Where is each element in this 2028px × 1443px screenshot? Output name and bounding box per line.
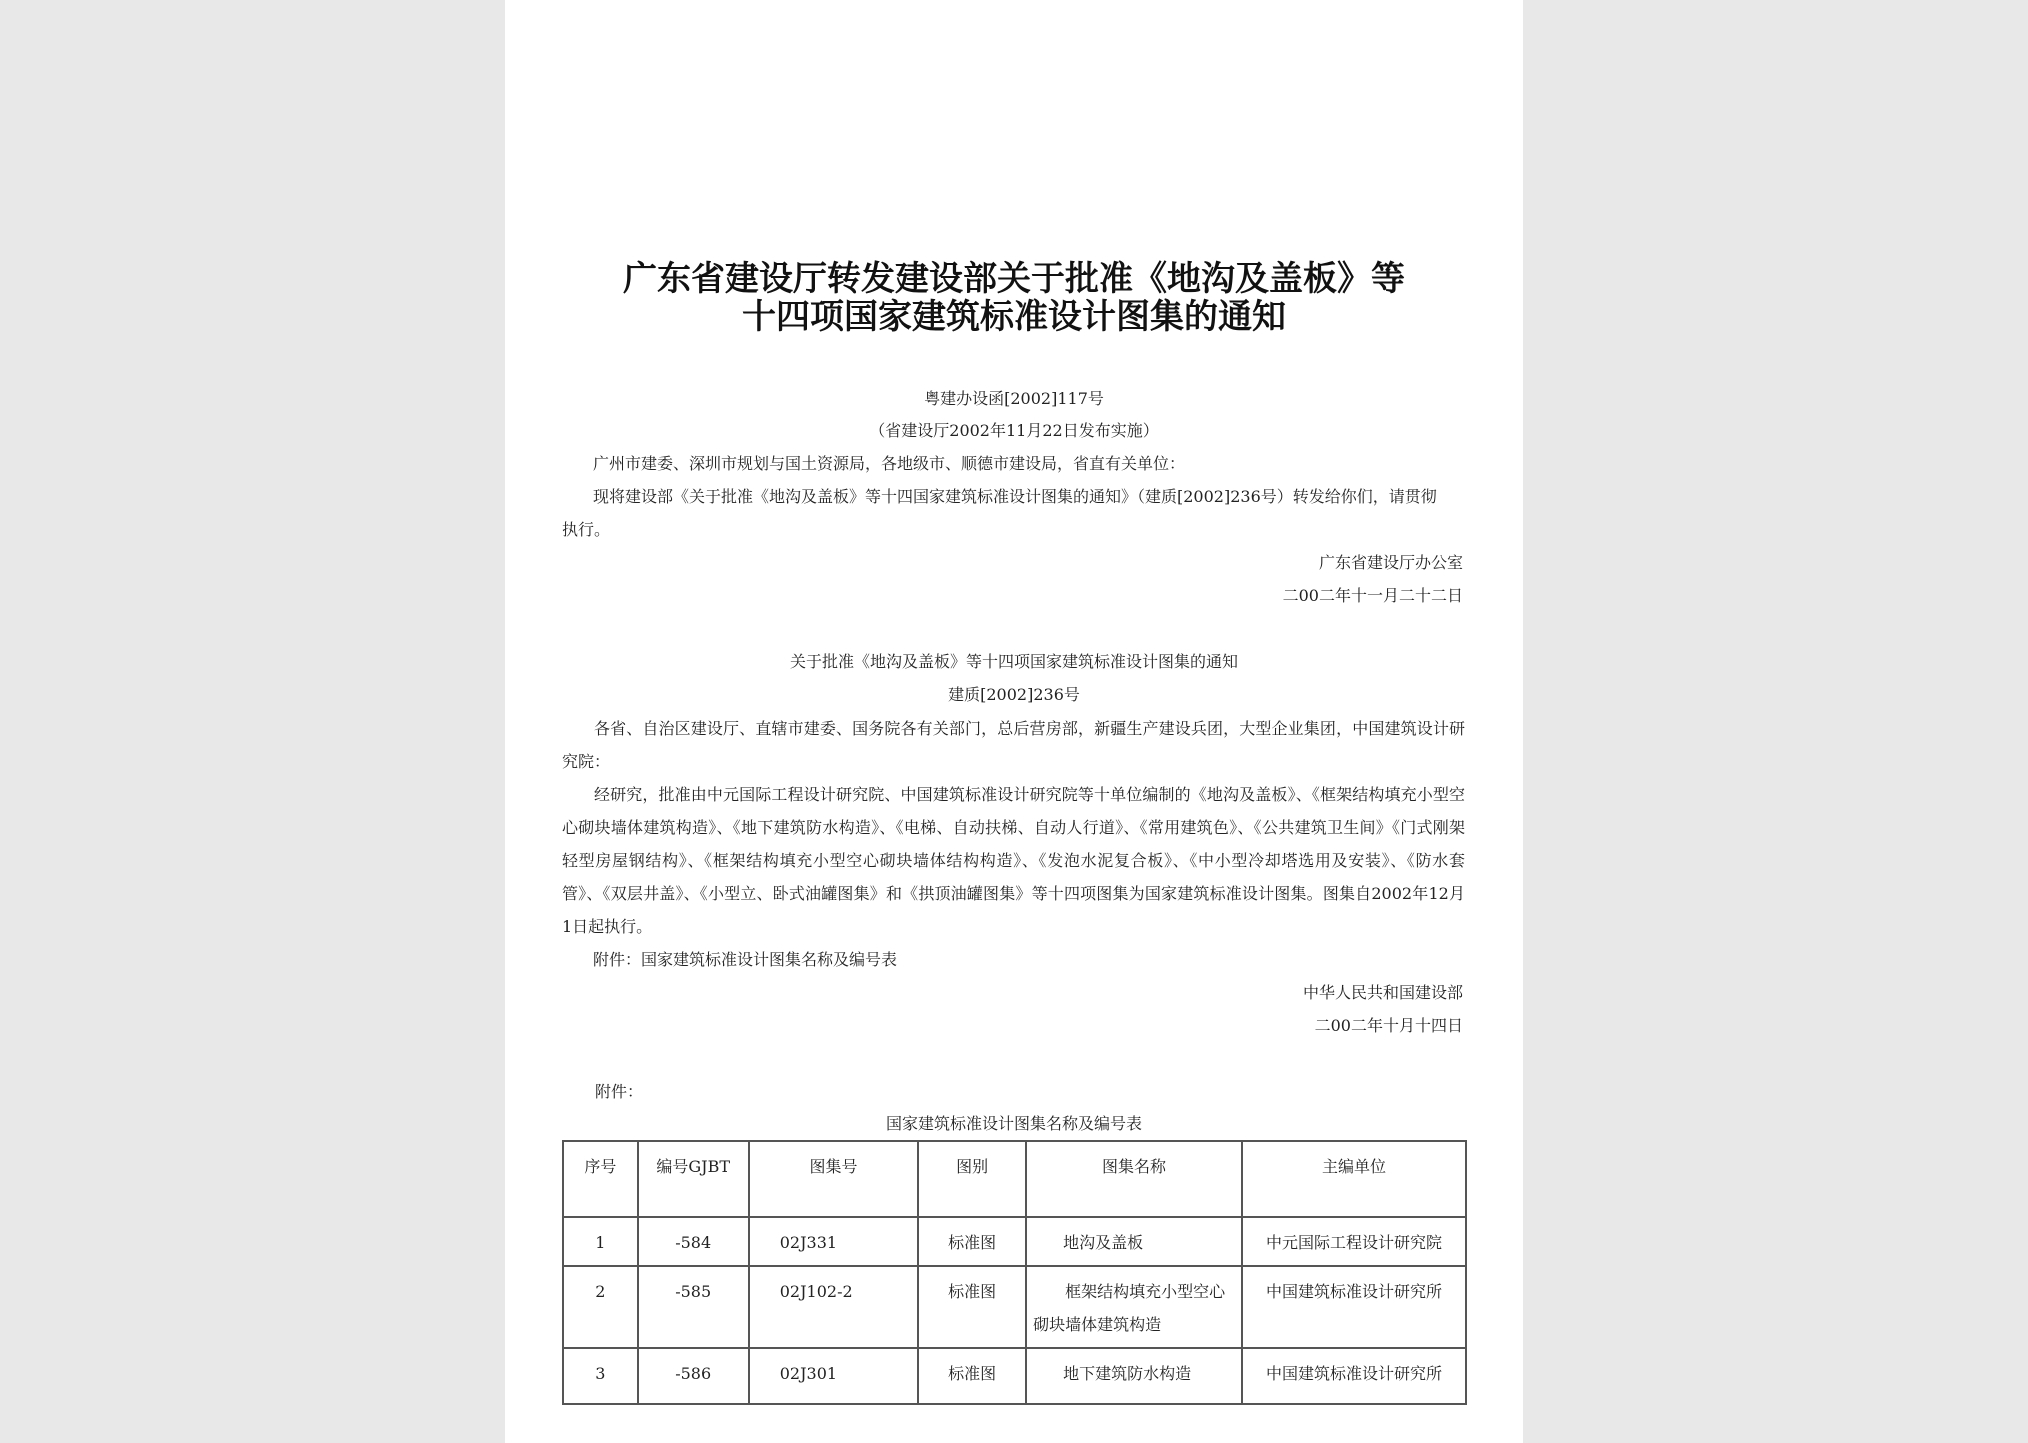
table-row: [563, 1217, 1466, 1266]
annex-label: 附件：: [595, 1082, 644, 1101]
letter1-sender: 广东省建设厅办公室: [1318, 553, 1463, 572]
header-code: 编号GJBT: [638, 1141, 749, 1217]
row-category: 标准图: [918, 1348, 1026, 1404]
row-code: -584: [638, 1217, 749, 1266]
table-row: [563, 1348, 1466, 1404]
letter2-sender: 中华人民共和国建设部: [1302, 983, 1463, 1002]
doc-number: 粤建办设函[2002]117号: [924, 389, 1104, 408]
row-category: 标准图: [918, 1266, 1026, 1348]
letter1-body-line1: 现将建设部《关于批准《地沟及盖板》等十四国家建筑标准设计图集的通知》（建质[2002]236号）转发给你们，请贯彻: [593, 487, 1437, 506]
row-idx: 3: [563, 1348, 638, 1404]
row-org: 中国建筑标准设计研究所: [1242, 1266, 1466, 1348]
row-name: 地下建筑防水构造: [1026, 1348, 1242, 1404]
annex-table-title: 国家建筑标准设计图集名称及编号表: [885, 1114, 1142, 1133]
table-row: [563, 1266, 1466, 1348]
document-page: [505, 0, 1523, 1443]
title-line-2: 十四项国家建筑标准设计图集的通知: [742, 297, 1286, 337]
title-line-1: 广东省建设厅转发建设部关于批准《地沟及盖板》等: [623, 259, 1405, 299]
letter2-title: 关于批准《地沟及盖板》等十四项国家建筑标准设计图集的通知: [789, 652, 1238, 671]
row-atlas-no: 02J331: [749, 1217, 918, 1266]
letter1-addressee: 广州市建委、深圳市规划与国土资源局，各地级市、顺德市建设局，省直有关单位：: [593, 454, 1186, 473]
row-org: 中国建筑标准设计研究所: [1242, 1348, 1466, 1404]
letter1-body-line2: 执行。: [562, 520, 611, 539]
row-category: 标准图: [918, 1217, 1026, 1266]
row-atlas-no: 02J301: [749, 1348, 918, 1404]
row-name: 地沟及盖板: [1026, 1217, 1242, 1266]
header-category: 图别: [918, 1141, 1026, 1217]
row-atlas-no: 02J102-2: [749, 1266, 918, 1348]
letter1-date: 二00二年十一月二十二日: [1282, 586, 1463, 605]
header-idx-label: 序号: [584, 1157, 617, 1176]
row-name: 框架结构填充小型空心砌块墙体建筑构造: [1026, 1266, 1242, 1348]
row-idx: 2: [563, 1266, 638, 1348]
row-code: -585: [638, 1266, 749, 1348]
annex-table: [562, 1140, 1467, 1405]
letter2-attachment-note: 附件：国家建筑标准设计图集名称及编号表: [593, 950, 898, 969]
letter2-addressee: 各省、自治区建设厅、直辖市建委、国务院各有关部门，总后营房部，新疆生产建设兵团，大型企业集团，中国建筑设计研究院：: [562, 719, 1465, 771]
letter2-date: 二00二年十月十四日: [1314, 1016, 1463, 1035]
header-org: 主编单位: [1242, 1141, 1466, 1217]
document-title: [505, 260, 1523, 336]
row-org: 中元国际工程设计研究院: [1242, 1217, 1466, 1266]
table-header-row: [563, 1141, 1466, 1217]
header-idx: [563, 1141, 638, 1217]
issue-note: （省建设厅2002年11月22日发布实施）: [869, 421, 1159, 440]
header-name: 图集名称: [1026, 1141, 1242, 1217]
row-idx: 1: [563, 1217, 638, 1266]
row-code: -586: [638, 1348, 749, 1404]
header-atlas-no: 图集号: [749, 1141, 918, 1217]
letter2-body: 经研究，批准由中元国际工程设计研究院、中国建筑标准设计研究院等十单位编制的《地沟及盖板》、《框架结构填充小型空心砌块墙体建筑构造》、《地下建筑防水构造》、《电梯、自动扶梯、自动人行道》、《常用建筑色》、《公共建筑卫生间》《门式刚架轻型房屋钢结构》、《框架结构填充小型空心砌块墙体结构构造》、《发泡水泥复合板》、《中小型冷却塔选用及安装》、《防水套管》、《双层井盖》、《小型立、卧式油罐图集》和《拱顶油罐图集》等十四项图集为国家建筑标准设计图集。图集自2002年12月1日起执行。: [562, 785, 1465, 936]
letter2-doc-number: 建质[2002]236号: [948, 685, 1080, 704]
